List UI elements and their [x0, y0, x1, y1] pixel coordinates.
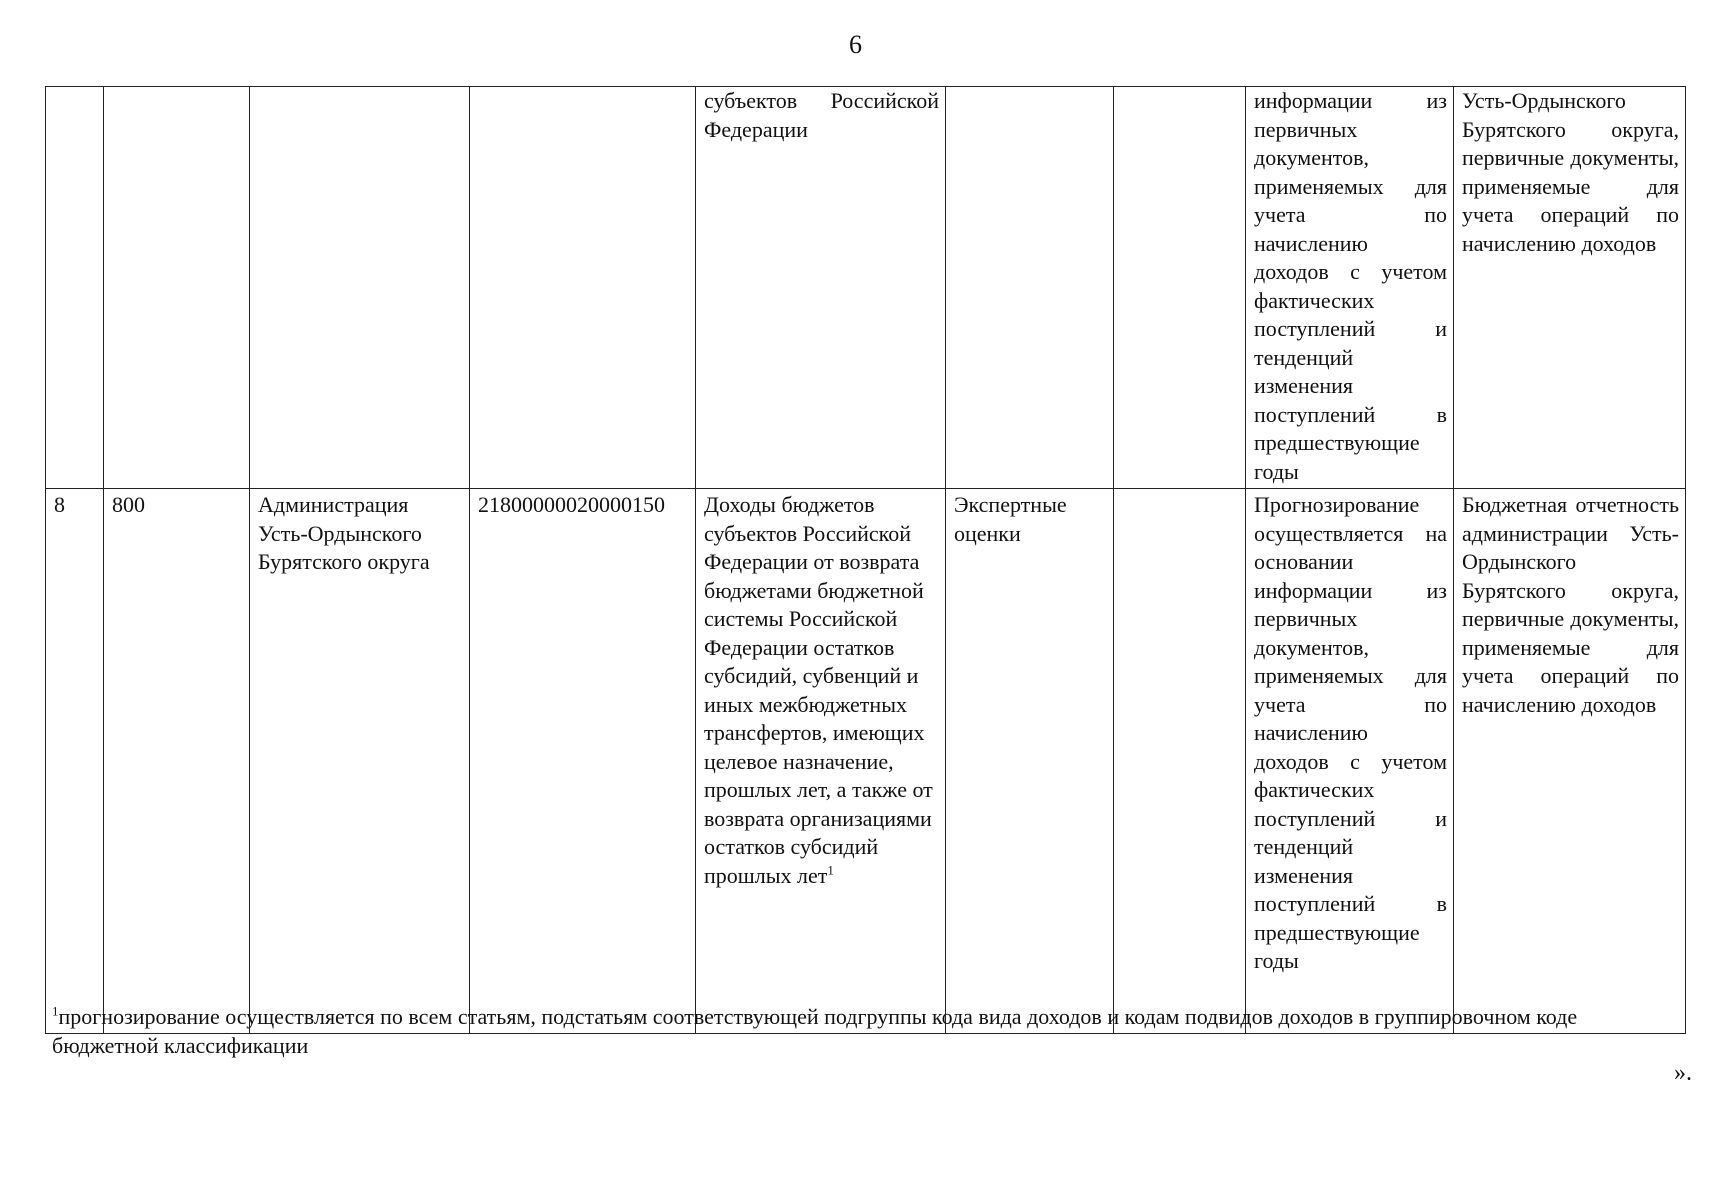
admin-code-cell	[104, 87, 250, 489]
admin-name-cell: Администрация Усть-Ордынского Бурятского округа	[250, 489, 470, 1034]
closing-quote-mark: ».	[1674, 1060, 1692, 1086]
admin-name-cell	[250, 87, 470, 489]
algorithm-cell: информации из первичных документов, применяемых для учета по начислению доходов с учетом фактических поступлений и тенденций изменения поступлений в предшествующие годы	[1246, 87, 1454, 489]
footnote	[52, 1003, 1652, 1060]
revenue-forecast-table	[45, 86, 1686, 1034]
income-name-text: Доходы бюджетов субъектов Российской Федерации от возврата бюджетами бюджетной системы Российской Федерации остатков субсидий, субвенций и иных межбюджетных трансфертов, имеющих целевое назначение, прошлых лет, а также от возврата организациями остатков субсидий прошлых лет	[704, 492, 933, 888]
table-row	[46, 489, 1686, 1034]
footnote-marker: 1	[52, 1003, 59, 1019]
income-name-cell: субъектов Российской Федерации	[696, 87, 946, 489]
method-cell	[946, 87, 1114, 489]
footnote-reference: 1	[827, 862, 834, 878]
kbk-cell: 21800000020000150	[470, 489, 696, 1034]
table-row	[46, 87, 1686, 489]
formula-cell	[1114, 87, 1246, 489]
algorithm-cell: Прогнозирование осуществляется на основании информации из первичных документов, применяемых для учета по начислению доходов с учетом фактических поступлений и тенденций изменения поступлений в предшествующие годы	[1246, 489, 1454, 1034]
data-source-cell: Усть-Ордынского Бурятского округа, первичные документы, применяемые для учета операций по начислению доходов	[1454, 87, 1686, 489]
income-name-cell	[696, 489, 946, 1034]
page-number: 6	[849, 30, 862, 59]
kbk-cell	[470, 87, 696, 489]
data-source-cell: Бюджетная отчетность администрации Усть-Ордынского Бурятского округа, первичные документы, применяемые для учета операций по начислению доходов	[1454, 489, 1686, 1034]
method-cell: Экспертные оценки	[946, 489, 1114, 1034]
row-number-cell	[46, 87, 104, 489]
formula-cell	[1114, 489, 1246, 1034]
row-number-cell: 8	[46, 489, 104, 1034]
admin-code-cell: 800	[104, 489, 250, 1034]
footnote-text: прогнозирование осуществляется по всем статьям, подстатьям соответствующей подгруппы кода вида доходов и кодам подвидов доходов в группировочном коде бюджетной классификации	[52, 1004, 1578, 1058]
